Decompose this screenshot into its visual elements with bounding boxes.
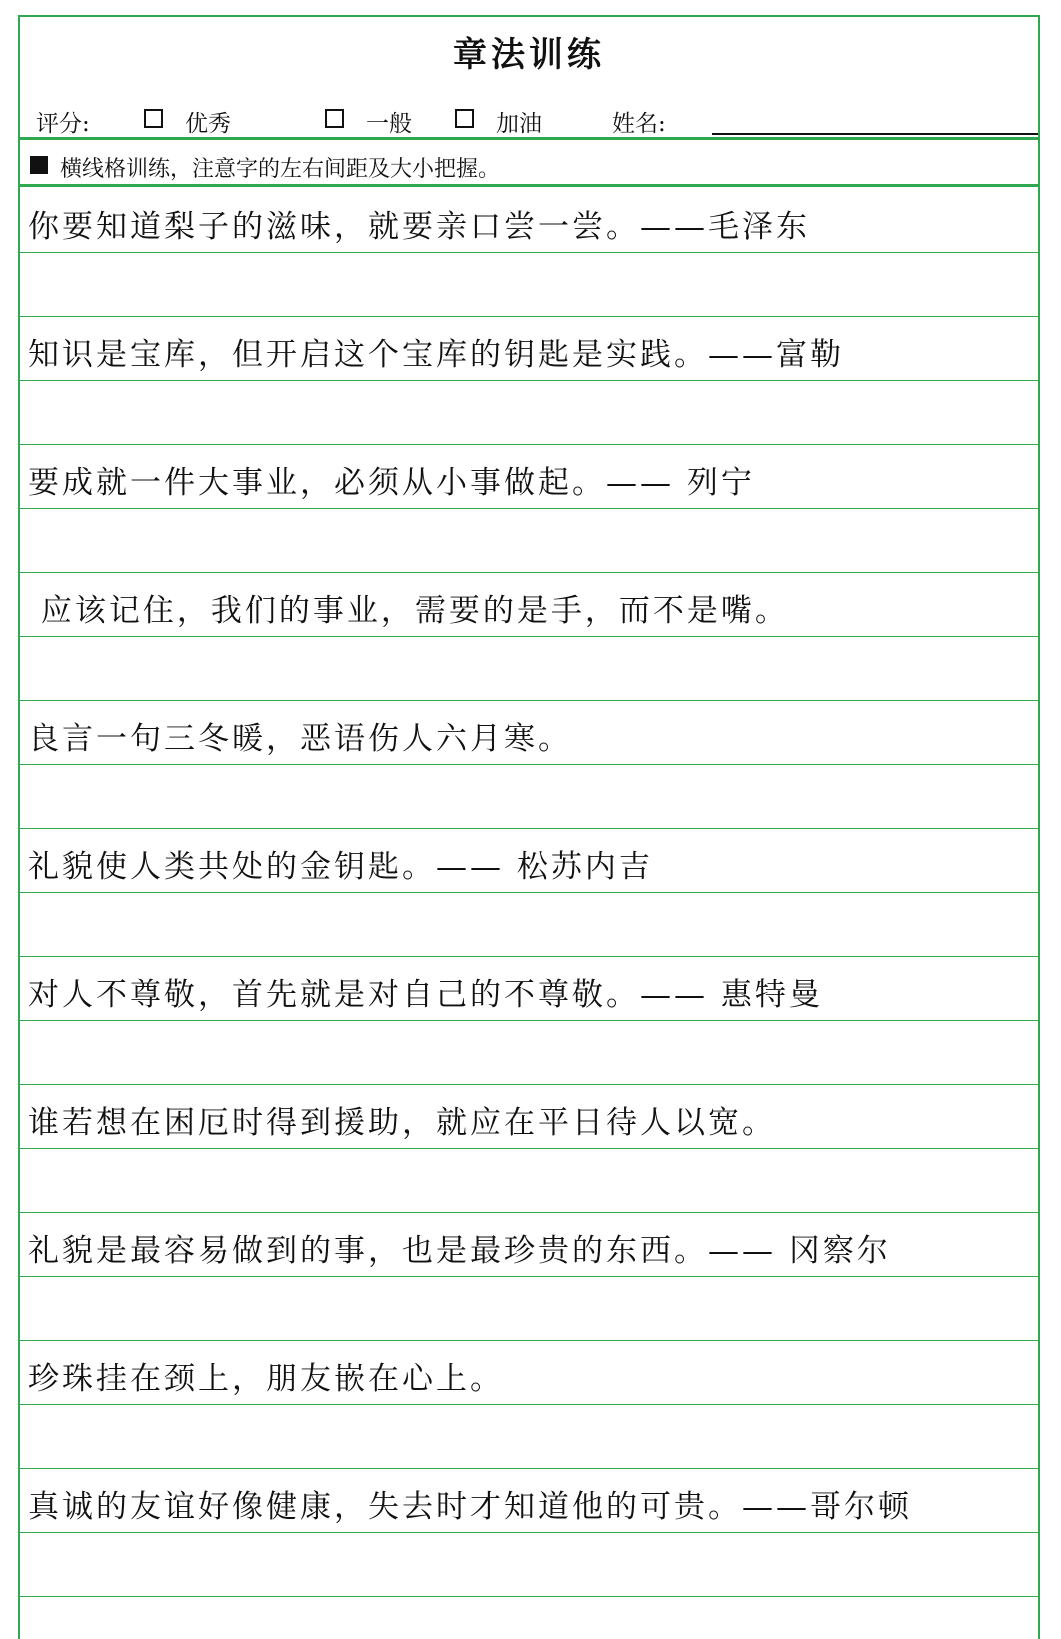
blank-practice-line[interactable]	[20, 1021, 1038, 1085]
blank-practice-line[interactable]	[20, 893, 1038, 957]
quote-line	[20, 317, 1038, 381]
quote-line	[20, 1469, 1038, 1533]
quote-text: 良言一句三冬暖，恶语伤人六月寒。	[28, 721, 572, 757]
rating-try-harder-checkbox[interactable]	[455, 109, 474, 128]
blank-practice-line[interactable]	[20, 1277, 1038, 1341]
blank-practice-line[interactable]	[20, 253, 1038, 317]
sheet-header	[20, 17, 1038, 140]
quote-text: 对人不尊敬，首先就是对自己的不尊敬。—— 惠特曼	[28, 977, 823, 1013]
rating-average-label: 一般	[366, 111, 412, 137]
page-title: 章法训练	[453, 35, 605, 75]
blank-practice-line[interactable]	[20, 1149, 1038, 1213]
quote-text: 你要知道梨子的滋味，就要亲口尝一尝。——毛泽东	[28, 209, 810, 245]
blank-practice-line[interactable]	[20, 637, 1038, 701]
quote-line	[20, 445, 1038, 509]
blank-practice-line[interactable]	[20, 765, 1038, 829]
instruction-text: 横线格训练，注意字的左右间距及大小把握。	[60, 157, 501, 182]
quote-line	[20, 1085, 1038, 1149]
quote-line	[20, 189, 1038, 253]
blank-practice-line[interactable]	[20, 1405, 1038, 1469]
quote-line	[20, 701, 1038, 765]
quote-text: 知识是宝库，但开启这个宝库的钥匙是实践。——富勒	[28, 337, 844, 373]
quote-text: 珍珠挂在颈上，朋友嵌在心上。	[28, 1361, 504, 1397]
writing-lines	[20, 189, 1038, 1597]
blank-practice-line[interactable]	[20, 509, 1038, 573]
quote-line	[20, 573, 1038, 637]
name-label: 姓名:	[612, 111, 666, 137]
quote-text: 要成就一件大事业，必须从小事做起。—— 列宁	[28, 465, 755, 501]
quote-line	[20, 1341, 1038, 1405]
blank-practice-line[interactable]	[20, 1533, 1038, 1597]
quote-text: 礼貌是最容易做到的事，也是最珍贵的东西。—— 冈察尔	[28, 1233, 891, 1269]
quote-text: 应该记住，我们的事业，需要的是手，而不是嘴。	[28, 593, 789, 629]
black-square-icon	[30, 156, 48, 174]
practice-sheet	[18, 15, 1040, 1639]
rating-try-harder-label: 加油	[496, 111, 542, 137]
rating-row	[20, 99, 1038, 135]
quote-text: 礼貌使人类共处的金钥匙。—— 松苏内吉	[28, 849, 653, 885]
name-input-line[interactable]	[712, 133, 1038, 135]
quote-text: 真诚的友谊好像健康，失去时才知道他的可贵。——哥尔顿	[28, 1489, 912, 1525]
quote-text: 谁若想在困厄时得到援助，就应在平日待人以宽。	[28, 1105, 776, 1141]
quote-line	[20, 829, 1038, 893]
instruction-row	[20, 145, 1038, 187]
rating-excellent-label: 优秀	[185, 111, 231, 137]
rating-average-checkbox[interactable]	[325, 109, 344, 128]
quote-line	[20, 957, 1038, 1021]
quote-line	[20, 1213, 1038, 1277]
blank-practice-line[interactable]	[20, 381, 1038, 445]
rating-label: 评分:	[36, 111, 90, 137]
rating-excellent-checkbox[interactable]	[144, 109, 163, 128]
